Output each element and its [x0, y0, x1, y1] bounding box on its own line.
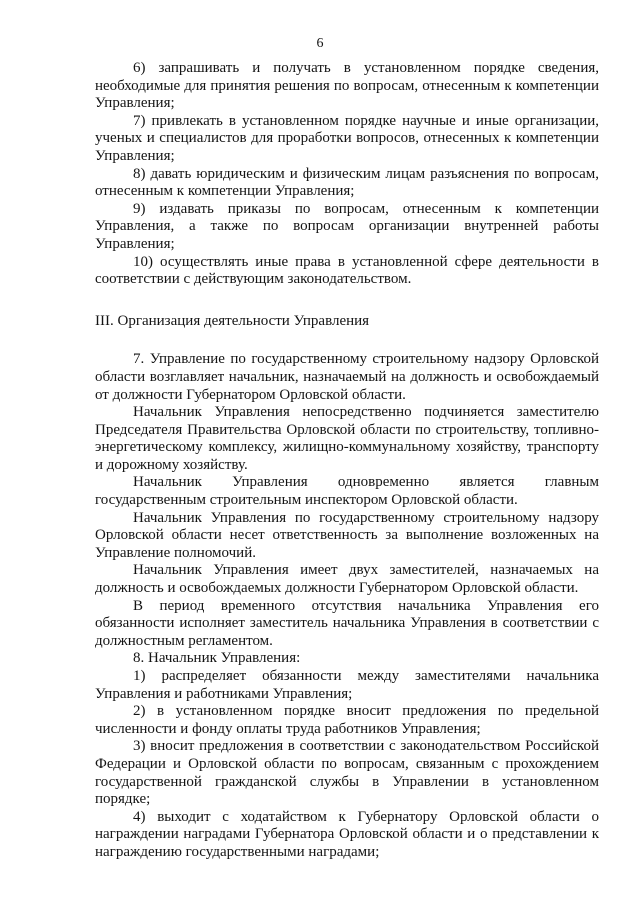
- paragraph-absence: В период временного отсутствия начальника Управления его обязанности исполняет заместитель начальника Управления в соответствии с должностным регламентом.: [95, 597, 599, 649]
- paragraph-right-7: 7) привлекать в установленном порядке научные и иные организации, ученых и специалистов для проработки вопросов, отнесенных к компетенции Управления;: [95, 112, 599, 164]
- paragraph-right-6: 6) запрашивать и получать в установленном порядке сведения, необходимые для принятия решения по вопросам, отнесенным к компетенции Управления;: [95, 60, 599, 112]
- paragraph-chief-inspector: Начальник Управления одновременно является главным государственным строительным инспектором Орловской области.: [95, 474, 599, 509]
- paragraph-duty-1: 1) распределяет обязанности между заместителями начальника Управления и работниками Управления;: [95, 668, 599, 702]
- paragraph-right-8: 8) давать юридическим и физическим лицам разъяснения по вопросам, отнесенным к компетенции Управления;: [95, 165, 599, 200]
- page-number: 6: [316, 36, 324, 51]
- paragraph-clause-8: 8. Начальник Управления:: [133, 650, 301, 667]
- paragraph-subordination: Начальник Управления непосредственно подчиняется заместителю Председателя Правительства Орловской области по строительству, топливно-энергетическому комплексу, жилищно-коммунальному хозяйству, транспорту и дорожному хозяйству.: [95, 404, 599, 473]
- document-body: [95, 60, 599, 862]
- paragraph-responsibility: Начальник Управления по государственному строительному надзору Орловской области несет ответственность за выполнение возложенных на Управление полномочий.: [95, 509, 599, 561]
- paragraph-duty-2: 2) в установленном порядке вносит предложения по предельной численности и фонду оплаты труда работников Управления;: [95, 703, 599, 737]
- paragraph-clause-7: 7. Управление по государственному строительному надзору Орловской области возглавляет начальник, назначаемый на должность и освобождаемый от должности Губернатором Орловской области.: [95, 351, 599, 403]
- paragraph-right-10: 10) осуществлять иные права в установленной сфере деятельности в соответствии с действующим законодательством.: [95, 253, 599, 288]
- paragraph-right-9: 9) издавать приказы по вопросам, отнесенным к компетенции Управления, а также по вопросам организации внутренней работы Управления;: [95, 200, 599, 252]
- paragraph-deputies: Начальник Управления имеет двух заместителей, назначаемых на должность и освобождаемых должности Губернатором Орловской области.: [95, 562, 599, 597]
- paragraph-duty-3: 3) вносит предложения в соответствии с законодательством Российской Федерации и Орловской области по вопросам, связанным с прохождением государственной гражданской службы в Управлении в установленном порядке;: [95, 738, 599, 808]
- paragraph-duty-4: 4) выходит с ходатайством к Губернатору Орловской области о награждении наградами Губернатора Орловской области и о представлении к награждению государственными наградами;: [95, 808, 599, 860]
- section-heading: III. Организация деятельности Управления: [95, 312, 370, 329]
